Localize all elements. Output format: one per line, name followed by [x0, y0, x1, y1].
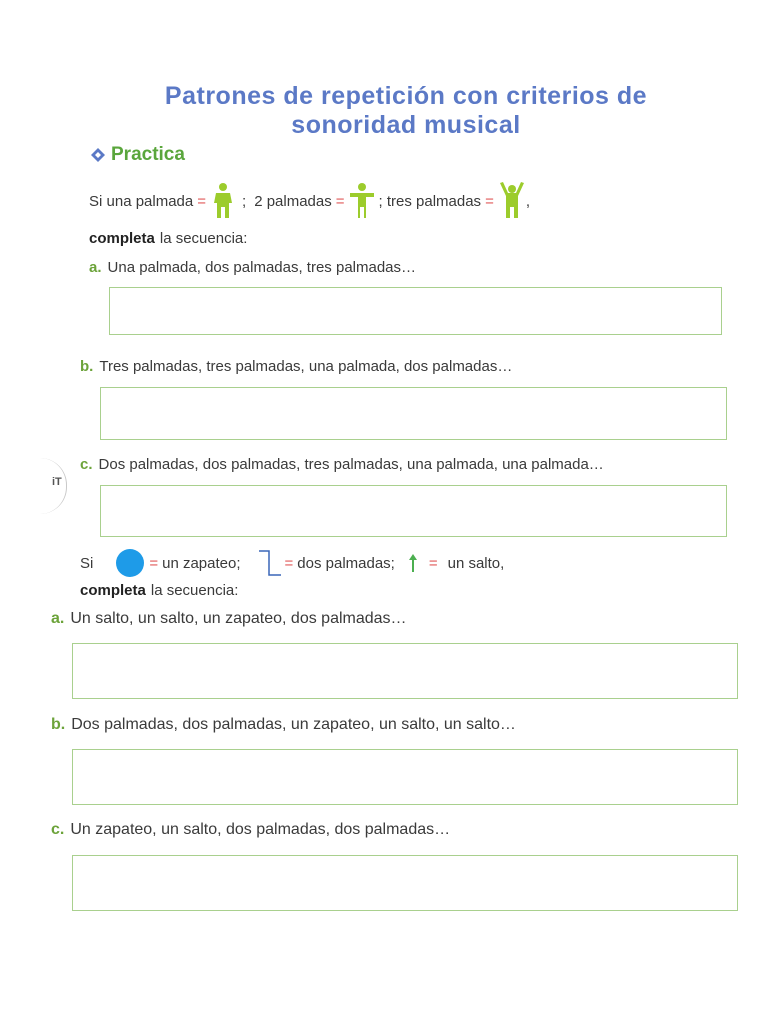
- item-letter: a.: [89, 259, 102, 276]
- item-text: Dos palmadas, dos palmadas, un zapateo, un salto, un salto…: [71, 716, 516, 733]
- item-letter: c.: [80, 456, 93, 473]
- instruction-bold: completa: [80, 582, 146, 599]
- exercise-1a: [89, 259, 416, 276]
- legend-salto: un salto,: [447, 554, 505, 572]
- item-text: Dos palmadas, dos palmadas, tres palmadas, una palmada, una palmada…: [98, 456, 604, 473]
- practica-heading: [89, 144, 185, 166]
- answer-box-1b[interactable]: [100, 387, 727, 440]
- answer-box-1c[interactable]: [100, 485, 727, 537]
- title-line-1: Patrones de repetición con criterios de: [164, 82, 648, 110]
- answer-box-2c[interactable]: [72, 855, 738, 911]
- legend-movements: [80, 548, 504, 578]
- legend-zapateo: un zapateo;: [162, 554, 241, 572]
- side-tab-mark: [40, 458, 67, 514]
- instruction-rest: la secuencia:: [159, 230, 248, 247]
- item-text: Un salto, un salto, un zapateo, dos palmadas…: [70, 610, 407, 627]
- separator-1: ;: [242, 192, 247, 210]
- legend-end-comma: ,: [525, 192, 530, 210]
- instruction-1: [89, 230, 247, 247]
- exercise-1c: [80, 456, 604, 473]
- two-claps-figure-icon: [349, 182, 375, 220]
- legend-dos-palmadas: dos palmadas;: [297, 554, 395, 572]
- one-clap-figure-icon: [210, 182, 236, 220]
- answer-box-1a[interactable]: [109, 287, 722, 335]
- legend-palmadas: [89, 182, 530, 220]
- answer-box-2a[interactable]: [72, 643, 738, 699]
- item-letter: c.: [51, 821, 65, 838]
- blue-circle-icon: [115, 548, 145, 578]
- answer-box-2b[interactable]: [72, 749, 738, 805]
- side-tab-label: iT: [52, 476, 62, 488]
- instruction-2: [80, 582, 238, 599]
- legend-si: Si: [80, 554, 94, 572]
- item-letter: b.: [80, 358, 94, 375]
- legend-text-tres: ; tres palmadas: [378, 192, 482, 210]
- arrow-up-icon: [407, 553, 419, 573]
- equals-sign: =: [284, 554, 294, 572]
- legend-text-una: Si una palmada: [89, 192, 194, 210]
- equals-sign: =: [197, 192, 207, 210]
- item-text: Una palmada, dos palmadas, tres palmadas…: [107, 259, 417, 276]
- legend-text-dos: 2 palmadas: [254, 192, 332, 210]
- item-text: Tres palmadas, tres palmadas, una palmada, dos palmadas…: [99, 358, 513, 375]
- step-line-icon: [257, 549, 281, 577]
- practica-label: Practica: [111, 144, 185, 165]
- equals-sign: =: [485, 192, 494, 210]
- item-letter: a.: [51, 610, 65, 627]
- pencil-icon: [89, 147, 107, 163]
- three-claps-figure-icon: [498, 182, 526, 220]
- exercise-1b: [80, 358, 512, 375]
- equals-sign: =: [149, 554, 159, 572]
- exercise-2a: [51, 610, 407, 628]
- equals-sign: =: [335, 192, 345, 210]
- equals-sign: =: [428, 554, 438, 572]
- instruction-bold: completa: [89, 230, 155, 247]
- exercise-2c: [51, 821, 450, 839]
- title-line-2: sonoridad musical: [291, 111, 521, 139]
- page-title: [0, 82, 768, 140]
- item-letter: b.: [51, 716, 66, 733]
- exercise-2b: [51, 716, 516, 734]
- instruction-rest: la secuencia:: [150, 582, 239, 599]
- item-text: Un zapateo, un salto, dos palmadas, dos palmadas…: [70, 821, 451, 838]
